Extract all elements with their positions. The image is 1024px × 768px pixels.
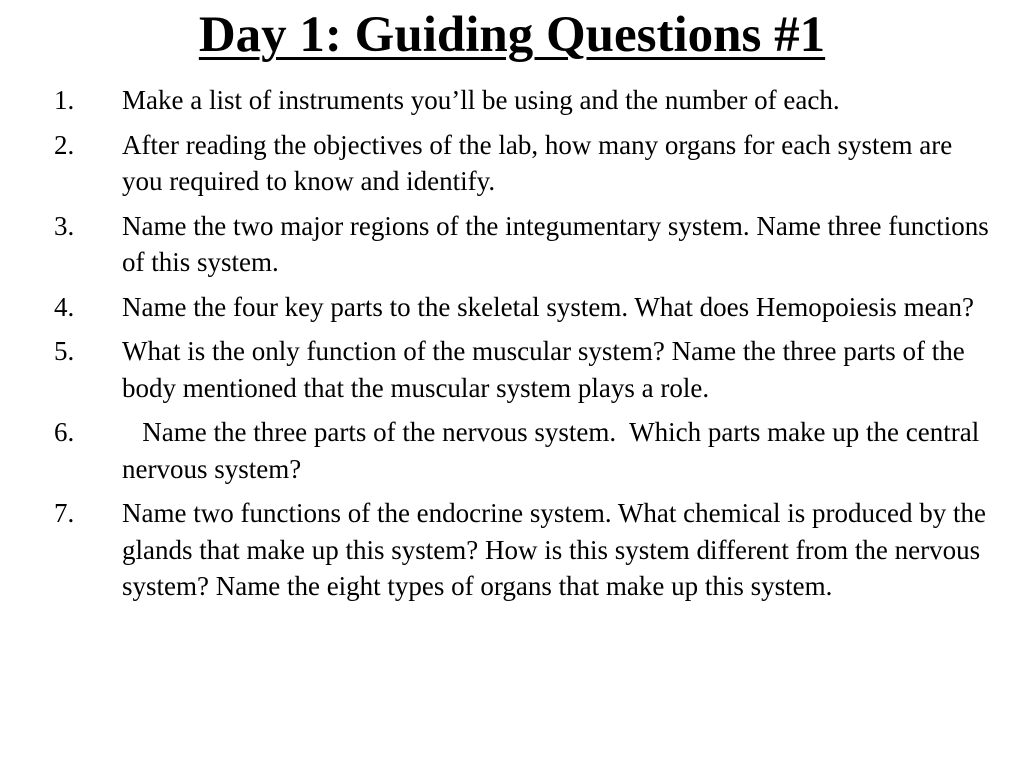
question-text: Make a list of instruments you’ll be using and the number of each. bbox=[122, 85, 840, 115]
question-number: 4. bbox=[54, 291, 75, 322]
question-number: 5. bbox=[54, 336, 75, 366]
question-number: 3. bbox=[54, 210, 75, 241]
question-text: What is the only function of the muscular system? Name the three parts of the body mentioned that the muscular system plays a role. bbox=[122, 336, 965, 403]
question-text: Name the three parts of the nervous system. Which parts make up the central nervous system? bbox=[122, 417, 986, 484]
question-text: Name the four key parts to the skeletal system. What does Hemopoiesis mean? bbox=[122, 291, 975, 322]
question-text: After reading the objectives of the lab, how many organs for each system are you required to know and identify. bbox=[122, 129, 953, 196]
question-number: 1. bbox=[54, 85, 75, 115]
question-number: 7. bbox=[54, 498, 75, 528]
question-item bbox=[0, 289, 1024, 326]
question-list bbox=[0, 82, 1024, 613]
question-number: 2. bbox=[54, 129, 75, 160]
question-number: 6. bbox=[54, 417, 75, 447]
question-item bbox=[0, 208, 1024, 281]
question-text: Name the two major regions of the integumentary system. Name three functions of this system. bbox=[122, 210, 989, 277]
question-item bbox=[0, 495, 1024, 605]
question-text: Name two functions of the endocrine system. What chemical is produced by the glands that make up this system? How is this system different from the nervous system? Name the eight types of organs that make up this system. bbox=[122, 498, 986, 601]
question-item bbox=[0, 333, 1024, 406]
question-item bbox=[0, 127, 1024, 200]
question-item bbox=[0, 82, 1024, 119]
slide-title: Day 1: Guiding Questions #1 bbox=[198, 7, 826, 63]
question-item bbox=[0, 414, 1024, 487]
